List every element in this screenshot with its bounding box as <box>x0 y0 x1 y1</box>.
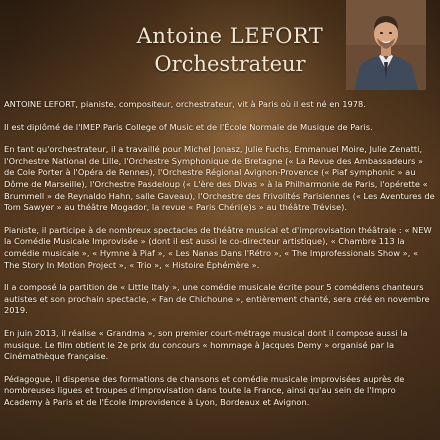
biography <box>4 99 436 419</box>
artist-name: Antoine LEFORT <box>136 24 324 48</box>
bio-paragraph-intro: ANTOINE LEFORT, pianiste, compositeur, orchestrateur, vit à Paris où il est né en 1978. <box>4 99 366 109</box>
page-title <box>120 22 340 78</box>
bio-paragraph-composition: Il a composé la partition de « Little Italy », une comédie musicale écrite pour 5 comédiens chanteurs autistes et son prochain spectacle, « Fan de Chichoune », entièrement chanté, sera créé en novembre 2019. <box>4 282 430 316</box>
bio-paragraph-pianist: Pianiste, il participe à de nombreux spectacles de théâtre musical et d'improvisation théâtrale : « NEW la Comédie Musicale Improvisée » (dont il est aussi le co-directeur artistique), « Chambre 113 la comédie musicale », « Hymne à Piaf », « Les Nanas Dans l'Rétro », « The Improfessionals Show », « The Story In Motion Project », « Trio », « Histoire Éphémère ». <box>4 224 432 270</box>
page-header <box>0 0 440 92</box>
bio-paragraph-film: En juin 2013, il réalise « Grandma », son premier court-métrage musical dont il compose aussi la musique. Le film obtient le 2e prix du concours « hommage à Jacques Demy » organisé par la Cinémathèque française. <box>4 327 408 362</box>
bio-paragraph-orchestration: En tant qu'orchestrateur, il a travaillé pour Michel Jonasz, Julie Fuchs, Emmanuel Moire, Julie Zenatti, l'Orchestre National de Lille, l'Orchestre Symphonique de Bretagne (« La Revue des Ambassadeurs » de Cole Porter à l'Opéra de Rennes), l'Orchestre Régional Avignon-Provence (« Piaf symphonic » au Dôme de Marseille), l'Orchestre Pasdeloup (« L'ère des Divas » à la Philharmonie de Paris, l'opérette « Brummell » de Reynaldo Hahn, salle Gaveau), l'Orchestre des Frivolités Parisiennes (« Les Aventures de Tom Sawyer » au théâtre Mogador, la revue « Paris Chéri(e)s » au théâtre Trévise). <box>4 144 435 213</box>
bio-paragraph-teaching: Pédagogue, il dispense des formations de chansons et comédie musicale improvisées auprès de nombreuses ligues et troupes d'improvisation dans toute la France, ainsi qu'au sein de l'Impro Academy à Paris et de l'École Improvidence à Lyon, Bordeaux et Avignon. <box>4 373 405 407</box>
artist-role: Orchestrateur <box>154 52 306 76</box>
portrait-photo <box>346 0 426 90</box>
portrait-illustration <box>346 0 426 90</box>
bio-paragraph-education: Il est diplômé de l'IMEP Paris College of Music et de l'École Normale de Musique de Paris. <box>4 121 373 132</box>
